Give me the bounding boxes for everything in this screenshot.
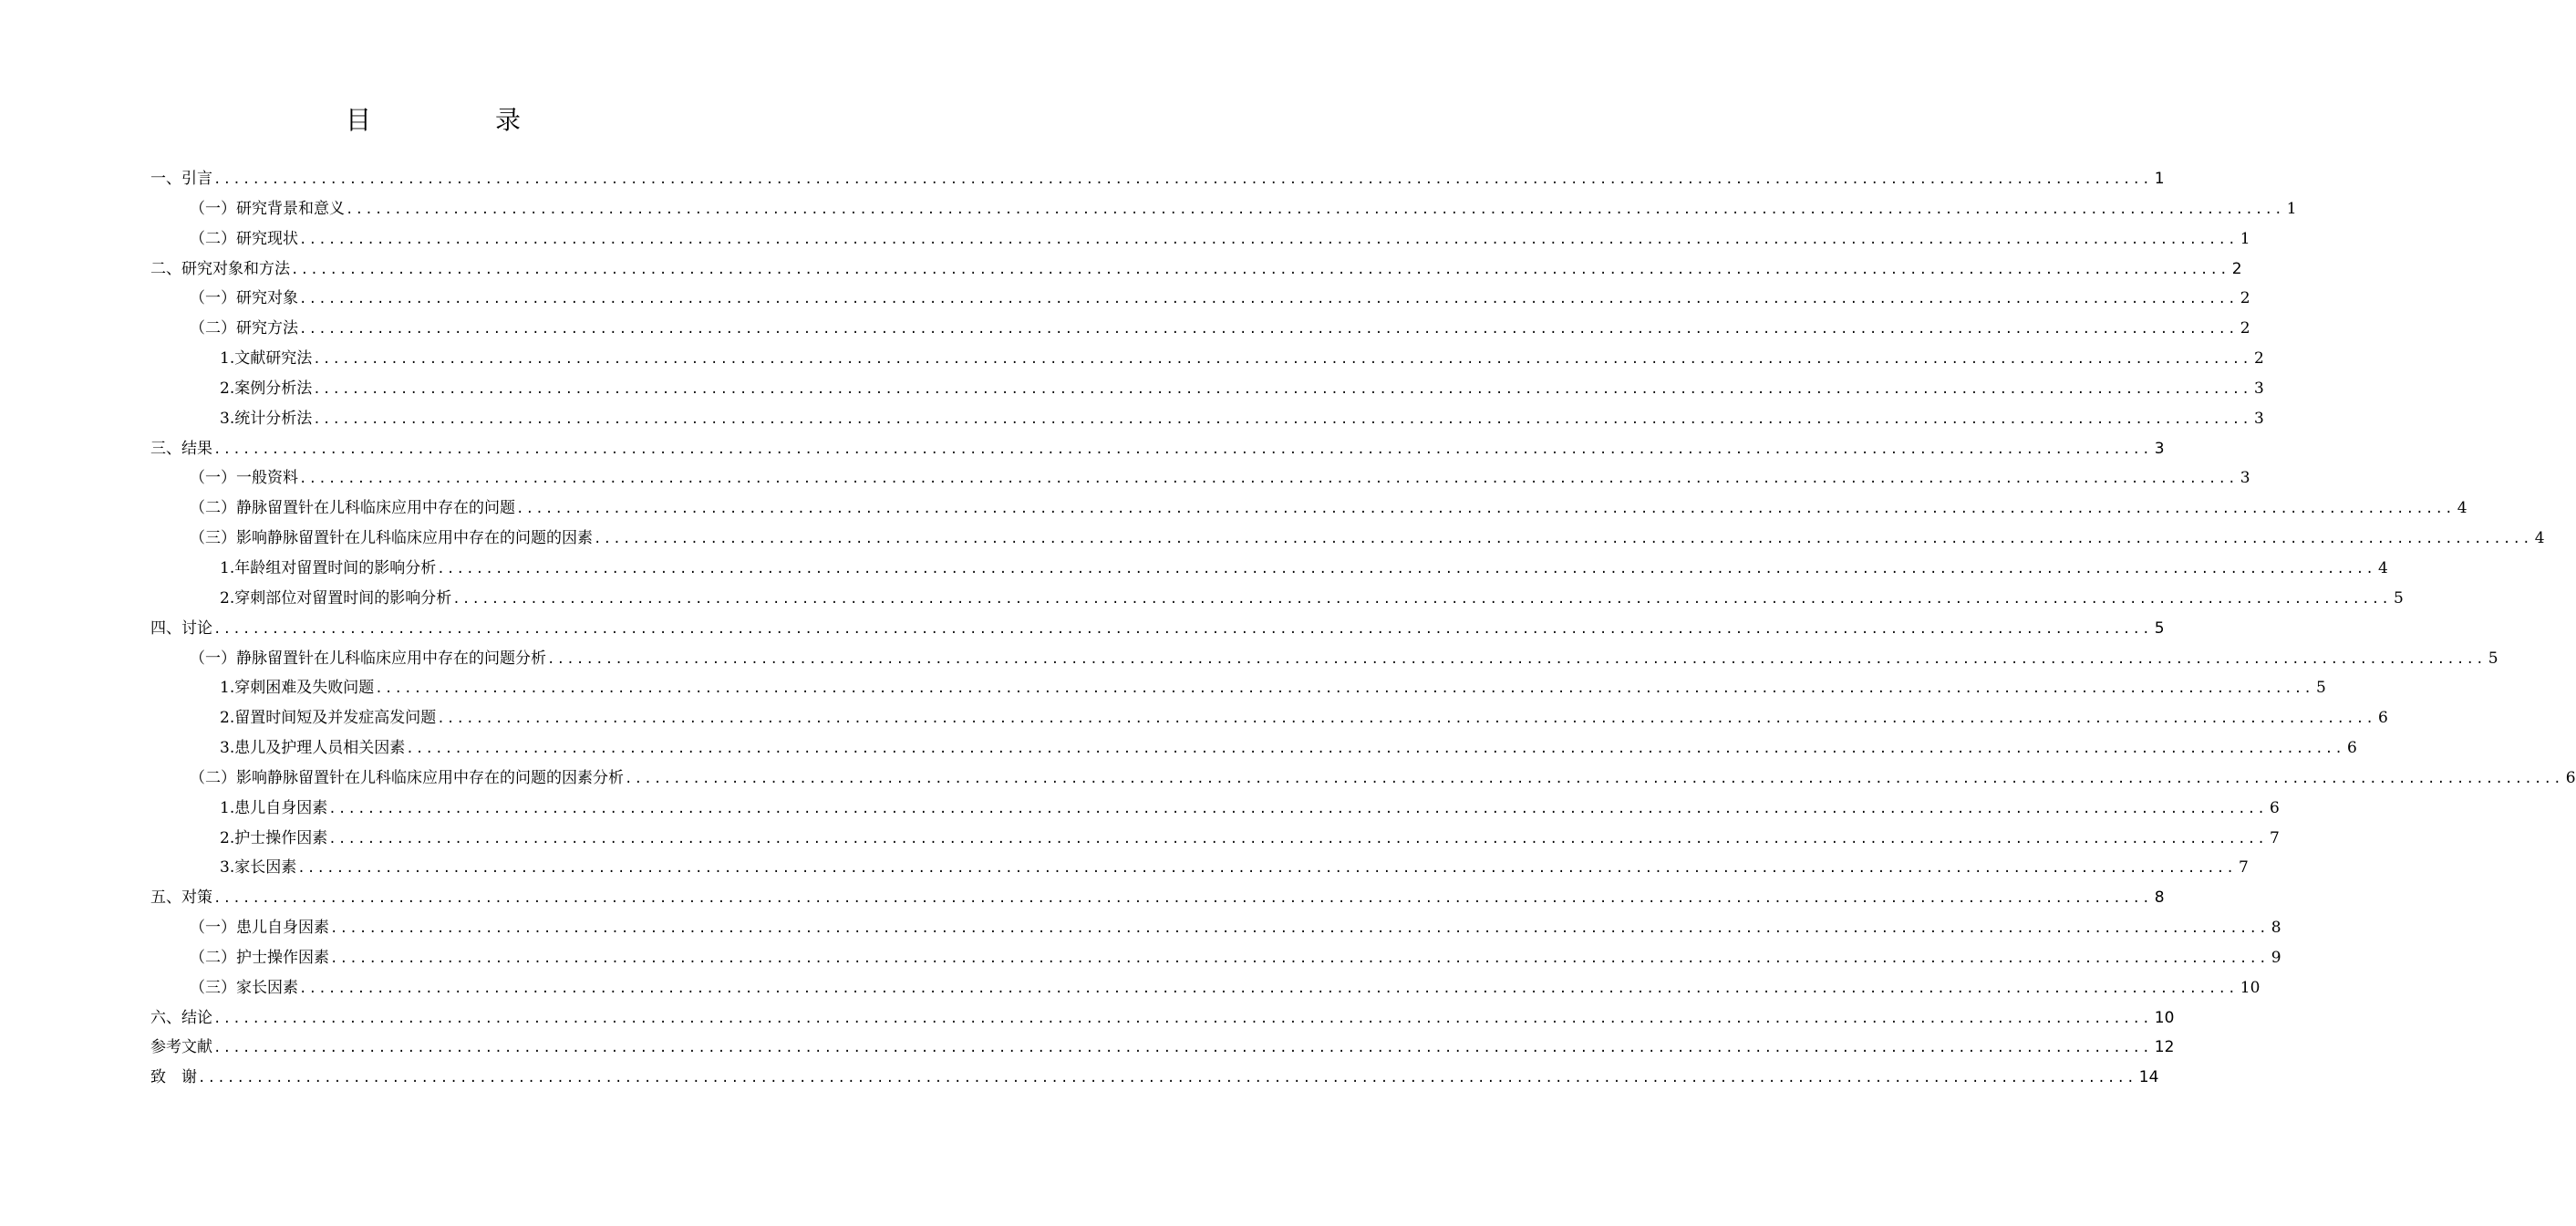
dot-leader: ........................................................................................................................................................................................................ (213, 1041, 2152, 1056)
toc-entry[interactable] (150, 733, 2357, 764)
toc-entry-text: 参考文献 (150, 1038, 212, 1057)
dot-leader: ........................................................................................................................................................................................................ (516, 502, 2455, 517)
toc-entry[interactable] (150, 255, 2242, 285)
toc-entry-page-number: 6 (2565, 768, 2576, 787)
toc-list (150, 164, 2576, 1093)
toc-entry-text: （三）影响静脉留置针在儿科临床应用中存在的问题的因素 (190, 529, 593, 548)
toc-entry[interactable] (150, 494, 2467, 524)
toc-entry-page-number: 4 (2534, 529, 2545, 548)
dot-leader: ........................................................................................................................................................................................................ (406, 742, 2344, 757)
toc-entry[interactable] (150, 284, 2250, 314)
toc-entry-text: （二）研究方法 (190, 319, 298, 338)
dot-leader: ........................................................................................................................................................................................................ (299, 232, 2238, 247)
dot-leader: ........................................................................................................................................................................................................ (375, 681, 2313, 697)
toc-entry-page-number: 2 (2240, 289, 2250, 308)
toc-entry-text: 1.文献研究法 (220, 349, 313, 369)
dot-leader: ........................................................................................................................................................................................................ (437, 712, 2375, 727)
toc-entry-text: 2.案例分析法 (220, 379, 313, 398)
toc-entry[interactable] (150, 644, 2498, 674)
toc-entry-text: （三）家长因素 (190, 978, 298, 997)
dot-leader: ........................................................................................................................................................................................................ (452, 591, 2391, 607)
toc-entry-text: 3.统计分析法 (220, 409, 313, 428)
toc-entry-text: 2.留置时间短及并发症高发问题 (220, 709, 437, 728)
toc-entry-page-number: 5 (2315, 679, 2326, 698)
dot-leader: ........................................................................................................................................................................................................ (346, 202, 2284, 217)
toc-entry-page-number: 4 (2457, 499, 2467, 518)
dot-leader: ........................................................................................................................................................................................................ (313, 352, 2251, 368)
toc-entry-page-number: 1 (2286, 199, 2297, 218)
toc-entry-page-number: 7 (2269, 828, 2280, 847)
dot-leader: ........................................................................................................................................................................................................ (299, 292, 2238, 307)
toc-entry[interactable] (150, 853, 2249, 883)
dot-leader: ........................................................................................................................................................................................................ (330, 951, 2269, 966)
toc-entry[interactable] (150, 344, 2264, 374)
toc-entry-text: （一）静脉留置针在儿科临床应用中存在的问题分析 (190, 649, 546, 668)
dot-leader: ........................................................................................................................................................................................................ (198, 1071, 2136, 1086)
toc-entry[interactable] (150, 703, 2388, 733)
toc-entry[interactable] (150, 524, 2545, 554)
toc-entry-page-number: 1 (2240, 229, 2250, 248)
dot-leader: ........................................................................................................................................................................................................ (328, 831, 2267, 847)
dot-leader: ........................................................................................................................................................................................................ (313, 381, 2251, 397)
toc-entry-page-number: 9 (2271, 948, 2281, 967)
toc-entry[interactable] (150, 584, 2404, 614)
toc-entry-text: 四、讨论 (150, 618, 212, 638)
toc-entry[interactable] (150, 314, 2250, 344)
toc-entry-text: 3.家长因素 (220, 858, 297, 878)
toc-entry-page-number: 5 (2488, 649, 2498, 668)
dot-leader: ........................................................................................................................................................................................................ (437, 561, 2375, 577)
toc-entry[interactable] (150, 943, 2281, 973)
dot-leader: ........................................................................................................................................................................................................ (213, 621, 2152, 637)
dot-leader: ........................................................................................................................................................................................................ (299, 322, 2238, 338)
toc-entry-text: 二、研究对象和方法 (150, 259, 290, 278)
dot-leader: ........................................................................................................................................................................................................ (213, 442, 2152, 457)
toc-entry[interactable] (150, 194, 2297, 224)
dot-leader: ........................................................................................................................................................................................................ (313, 411, 2251, 427)
toc-entry[interactable] (150, 973, 2260, 1003)
dot-leader: ........................................................................................................................................................................................................ (625, 771, 2563, 786)
toc-entry[interactable] (150, 913, 2281, 943)
toc-entry-page-number: 12 (2154, 1038, 2175, 1057)
toc-entry-text: 致 谢 (150, 1068, 197, 1087)
toc-entry[interactable] (150, 374, 2264, 404)
toc-entry-page-number: 3 (2154, 439, 2165, 458)
toc-entry-page-number: 7 (2238, 858, 2249, 878)
toc-entry-text: （一）患儿自身因素 (190, 919, 329, 938)
toc-entry-page-number: 2 (2240, 319, 2250, 338)
toc-entry-text: 3.患儿及护理人员相关因素 (220, 739, 406, 758)
toc-entry-page-number: 8 (2154, 888, 2165, 908)
toc-entry-text: 1.穿刺困难及失败问题 (220, 679, 375, 698)
toc-entry-text: 五、对策 (150, 888, 212, 908)
toc-entry-text: 一、引言 (150, 170, 212, 188)
toc-entry-text: 2.穿刺部位对留置时间的影响分析 (220, 588, 452, 608)
dot-leader: ........................................................................................................................................................................................................ (328, 801, 2267, 816)
toc-entry-page-number: 10 (2154, 1008, 2175, 1027)
dot-leader: ........................................................................................................................................................................................................ (330, 921, 2269, 937)
toc-entry-page-number: 6 (2377, 709, 2388, 728)
toc-entry[interactable] (150, 1063, 2159, 1093)
dot-leader: ........................................................................................................................................................................................................ (213, 891, 2152, 907)
toc-entry[interactable] (150, 1033, 2175, 1063)
toc-entry-text: （二）影响静脉留置针在儿科临床应用中存在的问题的因素分析 (190, 768, 624, 787)
dot-leader: ........................................................................................................................................................................................................ (594, 532, 2532, 547)
dot-leader: ........................................................................................................................................................................................................ (547, 651, 2486, 667)
toc-entry-page-number: 4 (2377, 558, 2388, 577)
toc-entry-page-number: 14 (2138, 1068, 2159, 1087)
toc-entry-text: 2.护士操作因素 (220, 828, 328, 847)
toc-entry[interactable] (150, 554, 2388, 584)
toc-entry[interactable] (150, 434, 2165, 464)
toc-entry[interactable] (150, 883, 2165, 913)
toc-entry-page-number: 8 (2271, 919, 2281, 938)
dot-leader: ........................................................................................................................................................................................................ (213, 172, 2152, 187)
toc-entry[interactable] (150, 463, 2250, 494)
toc-entry-page-number: 3 (2253, 379, 2264, 398)
toc-entry[interactable] (150, 794, 2280, 824)
dot-leader: ........................................................................................................................................................................................................ (299, 981, 2238, 996)
toc-entry[interactable] (150, 673, 2326, 703)
toc-entry-text: （二）静脉留置针在儿科临床应用中存在的问题 (190, 499, 515, 518)
toc-entry-page-number: 5 (2154, 618, 2165, 638)
toc-entry-page-number: 10 (2240, 978, 2260, 997)
toc-entry-text: 1.年龄组对留置时间的影响分析 (220, 558, 437, 577)
toc-entry-text: 1.患儿自身因素 (220, 798, 328, 817)
toc-entry-text: （一）研究背景和意义 (190, 199, 345, 218)
toc-entry-page-number: 2 (2253, 349, 2264, 369)
toc-entry[interactable] (150, 1003, 2175, 1034)
dot-leader: ........................................................................................................................................................................................................ (299, 472, 2238, 487)
toc-entry[interactable] (150, 164, 2165, 194)
toc-entry-page-number: 1 (2154, 170, 2165, 188)
toc-entry-page-number: 2 (2231, 259, 2242, 278)
toc-entry[interactable] (150, 764, 2576, 794)
toc-entry-text: 三、结果 (150, 439, 212, 458)
toc-entry[interactable] (150, 404, 2264, 434)
toc-entry-page-number: 6 (2346, 739, 2357, 758)
toc-entry-text: （二）护士操作因素 (190, 948, 329, 967)
toc-entry-text: 六、结论 (150, 1008, 212, 1027)
toc-entry-page-number: 5 (2393, 588, 2404, 608)
dot-leader: ........................................................................................................................................................................................................ (291, 262, 2229, 277)
toc-entry[interactable] (150, 614, 2165, 644)
dot-leader: ........................................................................................................................................................................................................ (213, 1011, 2152, 1026)
toc-entry-text: （二）研究现状 (190, 229, 298, 248)
toc-entry-text: （一）一般资料 (190, 469, 298, 488)
toc-entry[interactable] (150, 824, 2280, 854)
toc-entry-page-number: 3 (2253, 409, 2264, 428)
toc-title: 目 录 (345, 105, 570, 135)
toc-entry-text: （一）研究对象 (190, 289, 298, 308)
toc-entry-page-number: 3 (2240, 469, 2250, 488)
toc-entry[interactable] (150, 224, 2250, 255)
dot-leader: ........................................................................................................................................................................................................ (297, 861, 2236, 877)
toc-entry-page-number: 6 (2269, 798, 2280, 817)
